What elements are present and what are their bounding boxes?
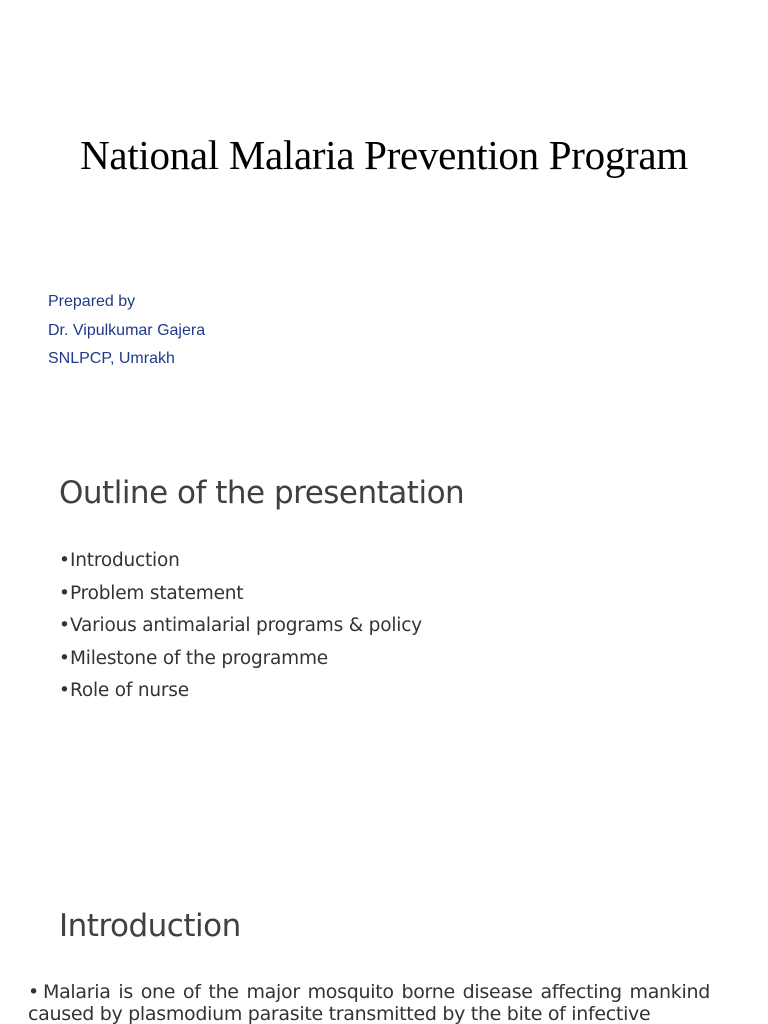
list-item [59,545,422,578]
title-slide [0,0,768,430]
outline-list [59,545,422,708]
list-item [59,675,422,708]
outline-slide [0,430,768,860]
author-line: Dr. Vipulkumar Gajera [48,321,206,339]
list-item-label: Problem statement [70,582,244,604]
list-item [59,578,422,611]
bullet-icon: • [59,615,70,636]
list-item-label: Various antimalarial programs & policy [70,615,422,636]
list-item [59,643,422,676]
bullet-icon: • [59,582,70,604]
introduction-slide [0,860,768,1024]
author-block [48,290,205,376]
list-item [59,610,422,643]
intro-paragraph [28,981,710,1024]
intro-text: Malaria is one of the major mosquito borne disease affecting mankind caused by plasmodium parasite transmitted by the bite of infective [28,981,710,1024]
presentation-title: National Malaria Prevention Program [80,132,688,178]
bullet-icon: • [59,647,70,669]
list-item-label: Introduction [70,550,180,571]
author-line: Prepared by [48,293,136,310]
list-item-label: Milestone of the programme [70,647,328,669]
slide-title: Introduction [59,908,241,944]
bullet-icon: • [59,550,70,571]
slide-title: Outline of the presentation [59,475,465,511]
bullet-icon: • [59,680,70,701]
list-item-label: Role of nurse [70,680,189,701]
bullet-icon: • [28,981,39,1003]
author-line: SNLPCP, Umrakh [48,350,175,367]
